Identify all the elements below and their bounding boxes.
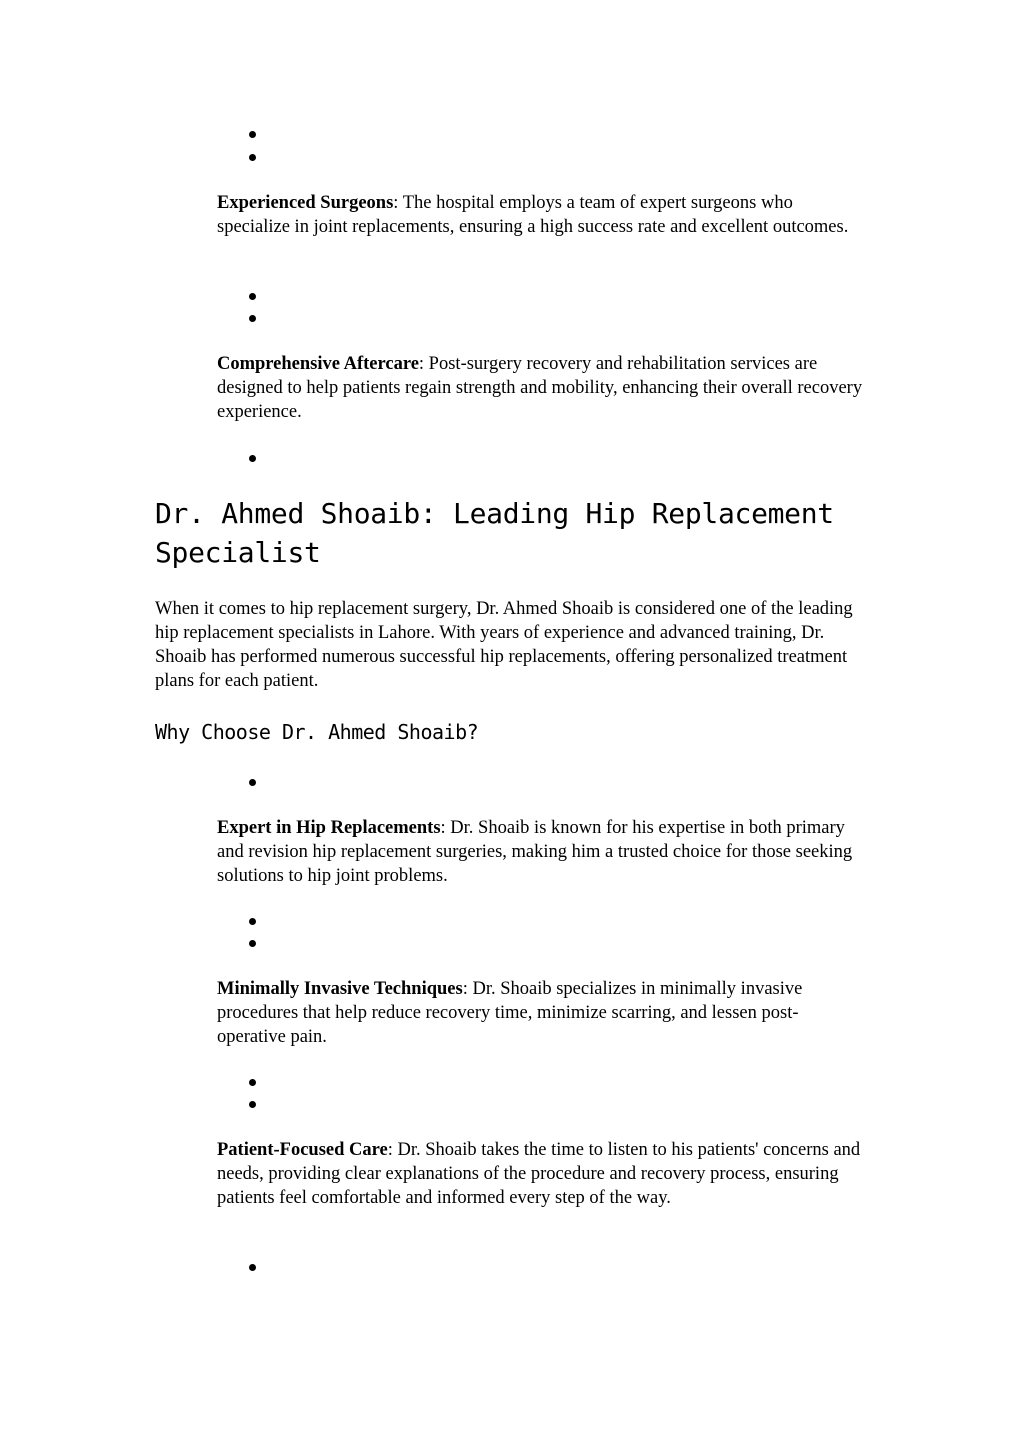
list-bullet <box>249 779 256 786</box>
list-bullet <box>249 918 256 925</box>
section-heading: Dr. Ahmed Shoaib: Leading Hip Replacement Specialist <box>155 497 834 569</box>
list-bullet <box>249 940 256 947</box>
list-item-text: : Dr. Shoaib is known for his expertise in both primary and revision hip replacement surgeries, making him a trusted choice for those seeking solutions to hip joint problems. <box>217 818 853 886</box>
list-bullet <box>249 293 256 300</box>
list-item-title: Expert in Hip Replacements <box>217 818 441 838</box>
list-item-minimally-invasive <box>217 977 867 1049</box>
list-bullet <box>249 455 256 462</box>
list-item-comprehensive-aftercare <box>217 352 867 424</box>
list-item-expert-hip <box>217 816 867 888</box>
list-bullet <box>249 1264 256 1271</box>
list-item-text: : Dr. Shoaib takes the time to listen to his patients' concerns and needs, providing clear explanations of the procedure and recovery process, ensuring patients feel comfortable and informed every step of the way. <box>217 1140 861 1208</box>
list-bullet <box>249 154 256 161</box>
list-item-patient-focused <box>217 1138 867 1210</box>
list-item-text: : The hospital employs a team of expert surgeons who specialize in joint replacements, ensuring a high success rate and excellent outcomes. <box>217 193 849 237</box>
list-bullet <box>249 1101 256 1108</box>
list-item-experienced-surgeons <box>217 191 867 239</box>
list-bullet <box>249 131 256 138</box>
subsection-heading: Why Choose Dr. Ahmed Shoaib? <box>155 720 479 744</box>
list-item-text: : Dr. Shoaib specializes in minimally invasive procedures that help reduce recovery time, minimize scarring, and lessen post-operative pain. <box>217 979 803 1047</box>
list-item-text: : Post-surgery recovery and rehabilitation services are designed to help patients regain strength and mobility, enhancing their overall recovery experience. <box>217 354 863 422</box>
list-bullet <box>249 1079 256 1086</box>
list-item-title: Minimally Invasive Techniques <box>217 979 463 999</box>
list-item-title: Patient-Focused Care <box>217 1140 388 1160</box>
list-item-title: Experienced Surgeons <box>217 193 394 213</box>
intro-paragraph: When it comes to hip replacement surgery, Dr. Ahmed Shoaib is considered one of the leading hip replacement specialists in Lahore. With years of experience and advanced training, Dr. Shoaib has performed numerous successful hip replacements, offering personalized treatment plans for each patient. <box>155 599 853 691</box>
list-item-title: Comprehensive Aftercare <box>217 354 419 374</box>
list-bullet <box>249 315 256 322</box>
